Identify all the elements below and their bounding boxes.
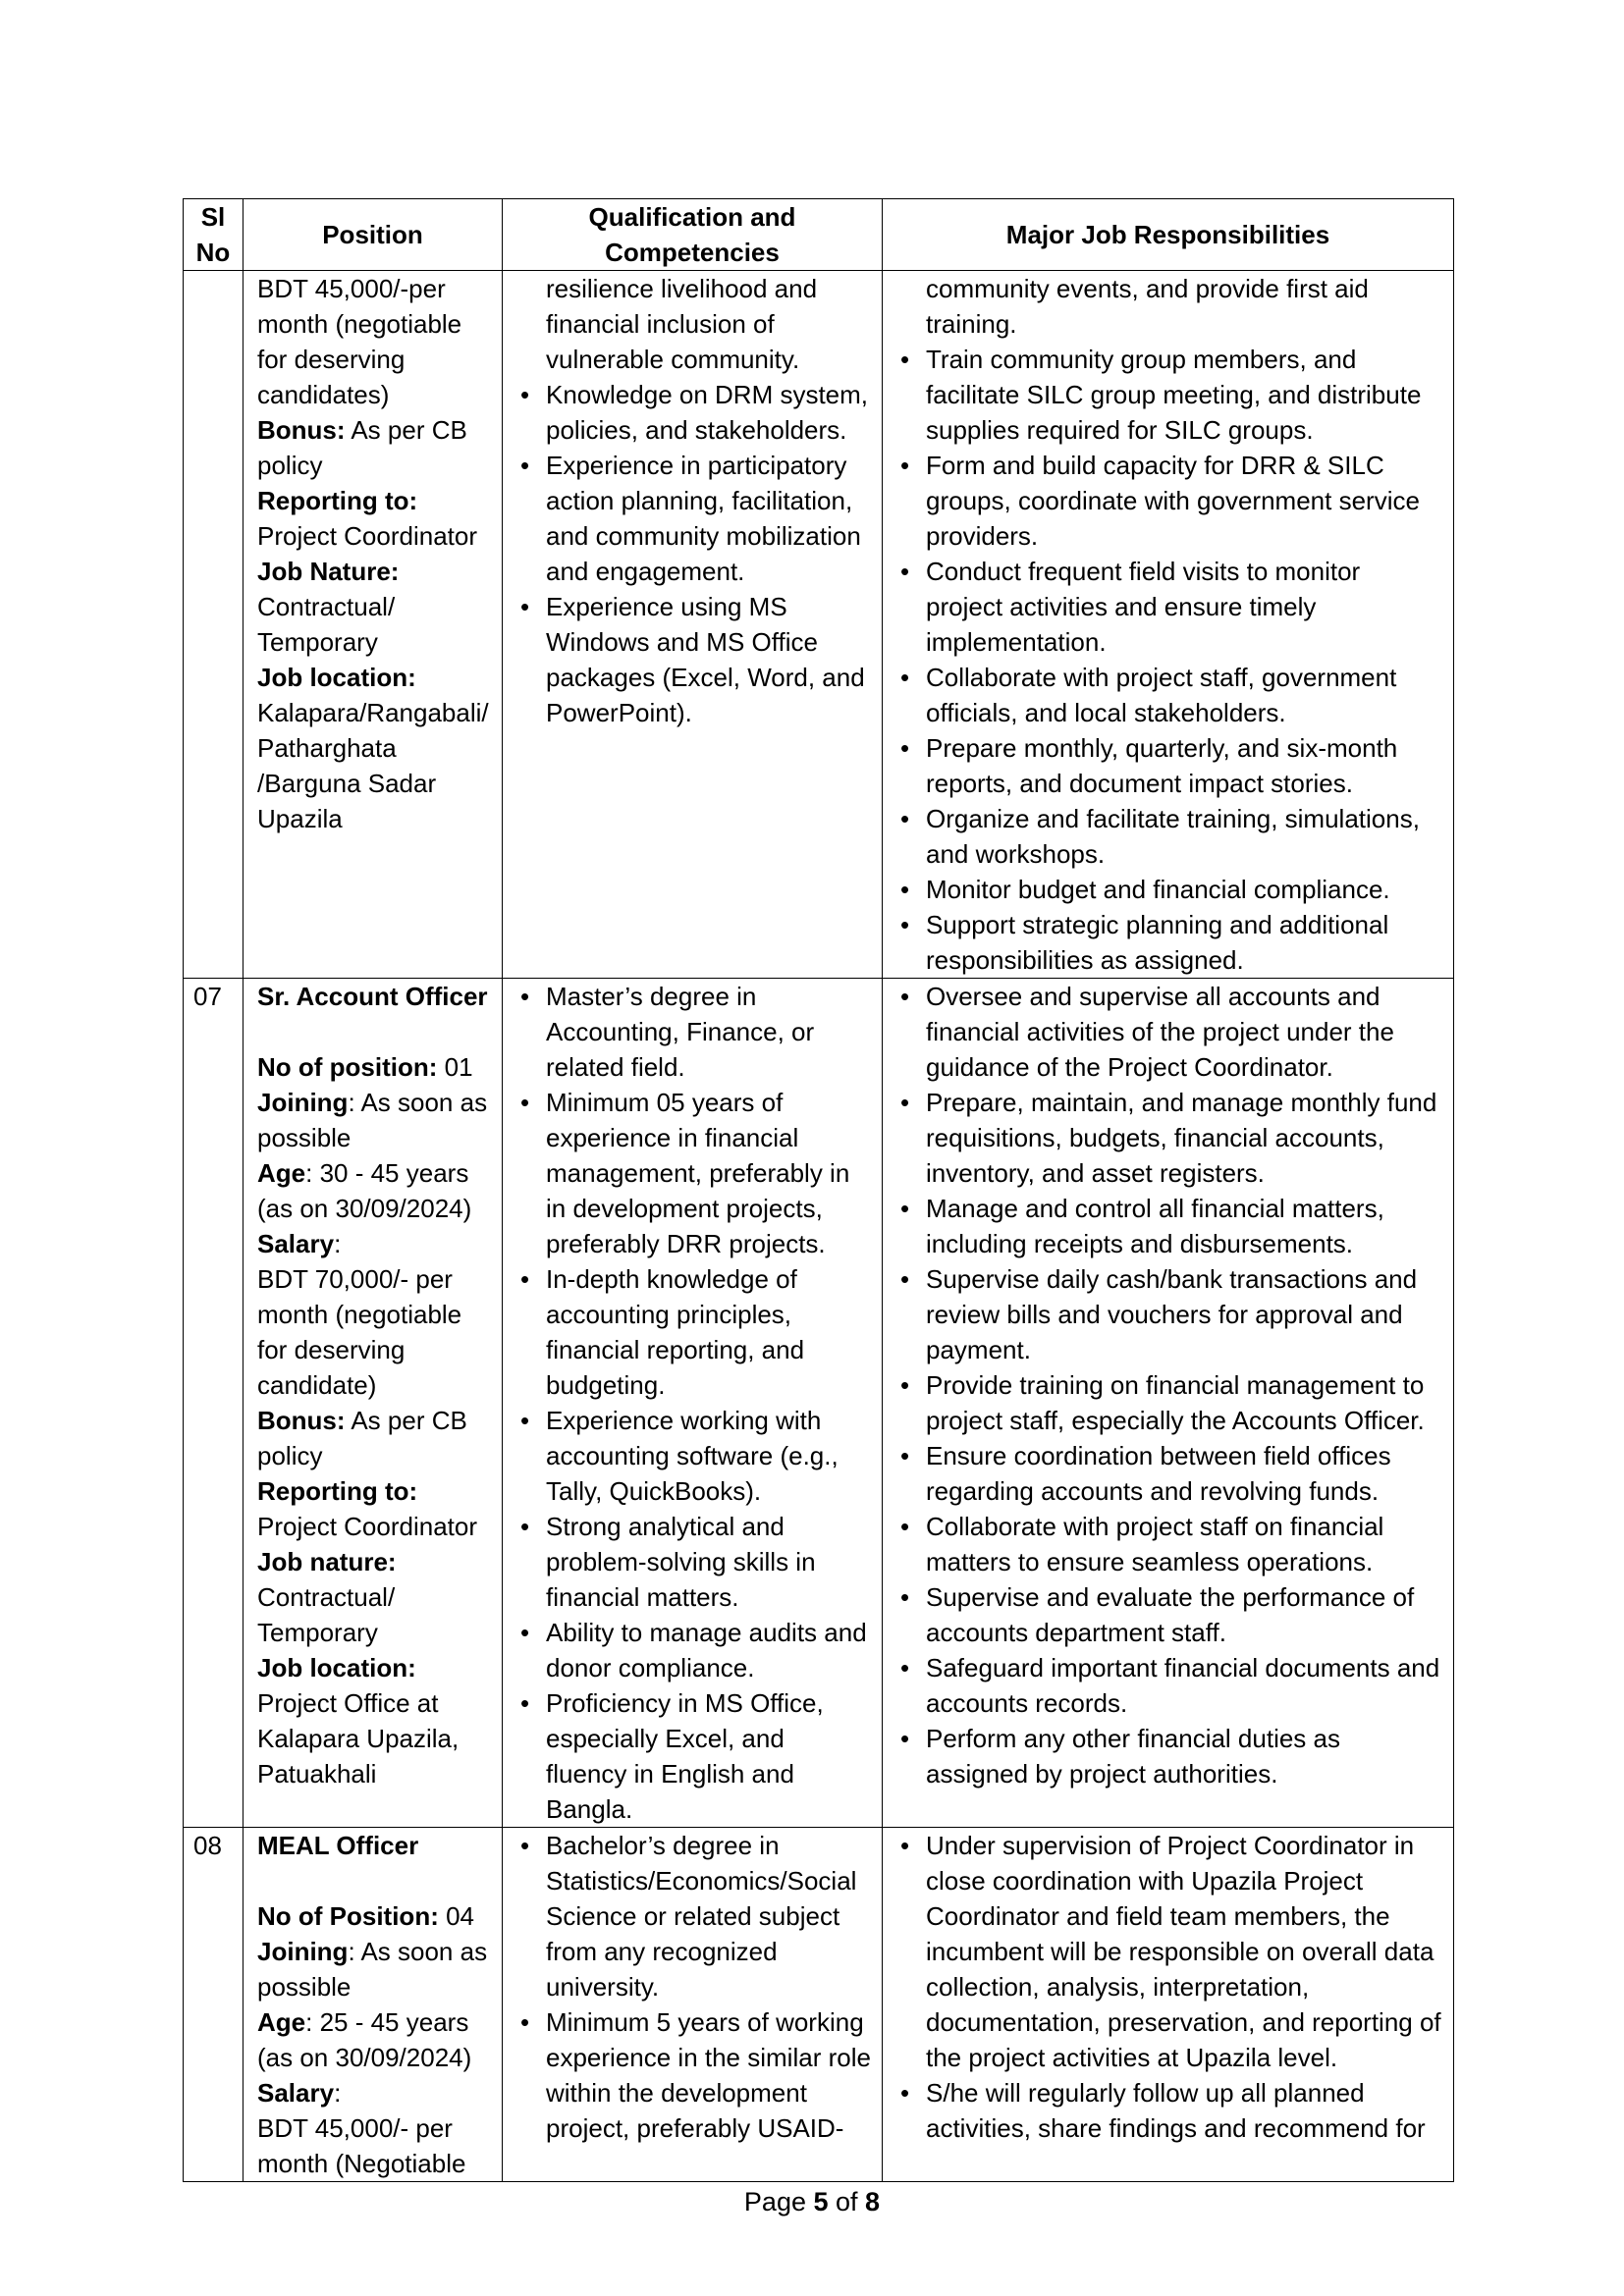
- job-nature-label: Job nature:: [257, 1547, 397, 1576]
- responsibility-item: • Collaborate with project staff on financial matters to ensure seamless operations.: [896, 1509, 1443, 1579]
- job-location-label: Job location:: [257, 663, 416, 692]
- responsibility-item: • Safeguard important financial documents and accounts records.: [896, 1650, 1443, 1721]
- header-qualification: Qualification and Competencies: [503, 199, 883, 271]
- bonus-field: [257, 412, 492, 448]
- position-title: MEAL Officer: [257, 1831, 419, 1860]
- responsibility-item: • Prepare, maintain, and manage monthly fund requisitions, budgets, financial accounts, inventory, and asset registers.: [896, 1085, 1443, 1191]
- qualification-item: • Experience in participatory action planning, facilitation, and community mobilization and engagement.: [516, 448, 872, 589]
- responsibilities-cell: [883, 1828, 1454, 2182]
- salary-field: Salary:: [257, 1229, 342, 1258]
- responsibility-item: • S/he will regularly follow up all planned activities, share findings and recommend for: [896, 2075, 1443, 2146]
- bonus-value-cont: policy: [257, 451, 323, 480]
- qualification-cell: [503, 1828, 883, 2182]
- qualification-item: • Experience working with accounting software (e.g., Tally, QuickBooks).: [516, 1403, 872, 1509]
- responsibility-item: • Perform any other financial duties as assigned by project authorities.: [896, 1721, 1443, 1791]
- responsibilities-cell: [883, 979, 1454, 1828]
- responsibility-list: [896, 1828, 1443, 2146]
- page-footer: [0, 2187, 1624, 2217]
- reporting-label: Reporting to:: [257, 486, 418, 515]
- qualification-item: • Proficiency in MS Office, especially Excel, and fluency in English and Bangla.: [516, 1685, 872, 1827]
- responsibility-item: • Supervise daily cash/bank transactions and review bills and vouchers for approval and payment.: [896, 1261, 1443, 1367]
- header-responsibilities: Major Job Responsibilities: [883, 199, 1454, 271]
- qualification-cell: [503, 979, 883, 1828]
- responsibility-item: • Under supervision of Project Coordinator in close coordination with Upazila Project Coordinator and field team members, the incumbent will be responsible on overall data collection, analysis, interpretation, documentation, preservation, and reporting of the project activities at Upazila level.: [896, 1828, 1443, 2075]
- job-nature-value: Contractual/ Temporary: [257, 1582, 396, 1647]
- table-row-08: [184, 1828, 1454, 2182]
- qualification-item: • Minimum 05 years of experience in financial management, preferably in in development projects, preferably DRR projects.: [516, 1085, 872, 1261]
- qualification-item: • Minimum 5 years of working experience in the similar role within the development project, preferably USAID-: [516, 2004, 872, 2146]
- salary-value: BDT 70,000/- per month (negotiable for deserving candidate): [257, 1264, 462, 1400]
- job-nature-label: Job Nature:: [257, 557, 400, 586]
- qualification-cell: [503, 271, 883, 979]
- reporting-value: Project Coordinator: [257, 1512, 477, 1541]
- responsibility-item: • Manage and control all financial matters, including receipts and disbursements.: [896, 1191, 1443, 1261]
- responsibility-item: • Ensure coordination between field offices regarding accounts and revolving funds.: [896, 1438, 1443, 1509]
- qualification-item-continued: resilience livelihood and financial inclusion of vulnerable community.: [546, 274, 818, 374]
- job-location-value: Project Office at Kalapara Upazila, Patuakhali: [257, 1688, 460, 1789]
- qualification-item: • Master’s degree in Accounting, Finance, or related field.: [516, 979, 872, 1085]
- responsibility-item: • Provide training on financial management to project staff, especially the Accounts Officer.: [896, 1367, 1443, 1438]
- responsibility-list: [896, 271, 1443, 978]
- job-nature-value: Temporary: [257, 627, 378, 657]
- responsibility-item: • Oversee and supervise all accounts and financial activities of the project under the guidance of the Project Coordinator.: [896, 979, 1443, 1085]
- qualification-list: [516, 1828, 872, 2146]
- reporting-value: Project Coordinator: [257, 521, 477, 551]
- salary-value: BDT 45,000/- per month (Negotiable: [257, 2113, 466, 2178]
- salary-line: BDT 45,000/-per: [257, 274, 446, 303]
- job-location-line: /Barguna Sadar: [257, 769, 437, 798]
- salary-line: candidates): [257, 380, 390, 409]
- age-field: Age: 30 - 45 years (as on 30/09/2024): [257, 1158, 472, 1223]
- reporting-label: Reporting to:: [257, 1476, 418, 1506]
- responsibility-item: • Organize and facilitate training, simulations, and workshops.: [896, 801, 1443, 872]
- position-cell: [244, 271, 503, 979]
- page-number: 5: [813, 2187, 829, 2216]
- responsibility-item: • Train community group members, and facilitate SILC group meeting, and distribute supplies required for SILC groups.: [896, 342, 1443, 448]
- table-row-07: [184, 979, 1454, 1828]
- salary-field: Salary:: [257, 2078, 342, 2108]
- header-position: Position: [244, 199, 503, 271]
- positions-count-field: No of Position: 04: [257, 1901, 475, 1931]
- table-header-row: [184, 199, 1454, 271]
- header-sl-no: Sl No: [184, 199, 244, 271]
- sl-cell-empty: [184, 271, 244, 979]
- age-field: Age: 25 - 45 years (as on 30/09/2024): [257, 2007, 472, 2072]
- qualification-item: • Experience using MS Windows and MS Office packages (Excel, Word, and PowerPoint).: [516, 589, 872, 730]
- bonus-value: As per CB: [345, 415, 467, 445]
- joining-field: Joining: As soon as possible: [257, 1937, 488, 2002]
- job-nature-value: Contractual/: [257, 592, 396, 621]
- bonus-field: Bonus: As per CB policy: [257, 1406, 467, 1470]
- responsibility-item: • Form and build capacity for DRR & SILC groups, coordinate with government service providers.: [896, 448, 1443, 554]
- qualification-list: [516, 979, 872, 1827]
- responsibility-item: • Monitor budget and financial compliance.: [896, 872, 1443, 907]
- job-location-label: Job location:: [257, 1653, 416, 1682]
- qualification-item: • Ability to manage audits and donor compliance.: [516, 1615, 872, 1685]
- position-title: Sr. Account Officer: [257, 982, 488, 1011]
- job-location-line: Upazila: [257, 804, 343, 833]
- responsibility-item: • Conduct frequent field visits to monitor project activities and ensure timely implementation.: [896, 554, 1443, 660]
- joining-field: Joining: As soon as possible: [257, 1088, 488, 1152]
- total-pages: 8: [865, 2187, 881, 2216]
- position-cell: [244, 979, 503, 1828]
- responsibility-item: • Collaborate with project staff, government officials, and local stakeholders.: [896, 660, 1443, 730]
- bonus-label: Bonus:: [257, 415, 346, 445]
- salary-line: month (negotiable: [257, 309, 462, 339]
- qualification-item: • Strong analytical and problem-solving skills in financial matters.: [516, 1509, 872, 1615]
- page-label: Page: [743, 2187, 814, 2216]
- job-location-line: Kalapara/Rangabali/: [257, 698, 489, 727]
- job-positions-table: [183, 198, 1454, 2182]
- responsibility-item: • Supervise and evaluate the performance of accounts department staff.: [896, 1579, 1443, 1650]
- qualification-item: • Bachelor’s degree in Statistics/Economics/Social Science or related subject from any recognized university.: [516, 1828, 872, 2004]
- responsibilities-cell: [883, 271, 1454, 979]
- sl-number: 08: [184, 1828, 244, 2182]
- of-label: of: [828, 2187, 866, 2216]
- responsibility-item-continued: community events, and provide first aid training.: [926, 274, 1369, 339]
- responsibility-item: • Support strategic planning and additional responsibilities as assigned.: [896, 907, 1443, 978]
- qualification-item: • Knowledge on DRM system, policies, and stakeholders.: [516, 377, 872, 448]
- qualification-list: [516, 271, 872, 730]
- responsibility-item: • Prepare monthly, quarterly, and six-month reports, and document impact stories.: [896, 730, 1443, 801]
- table-row-continued: [184, 271, 1454, 979]
- position-cell: [244, 1828, 503, 2182]
- positions-count-field: No of position: 01: [257, 1052, 473, 1082]
- salary-line: for deserving: [257, 345, 406, 374]
- job-location-line: Patharghata: [257, 733, 397, 763]
- sl-number: 07: [184, 979, 244, 1828]
- qualification-item: • In-depth knowledge of accounting principles, financial reporting, and budgeting.: [516, 1261, 872, 1403]
- responsibility-list: [896, 979, 1443, 1791]
